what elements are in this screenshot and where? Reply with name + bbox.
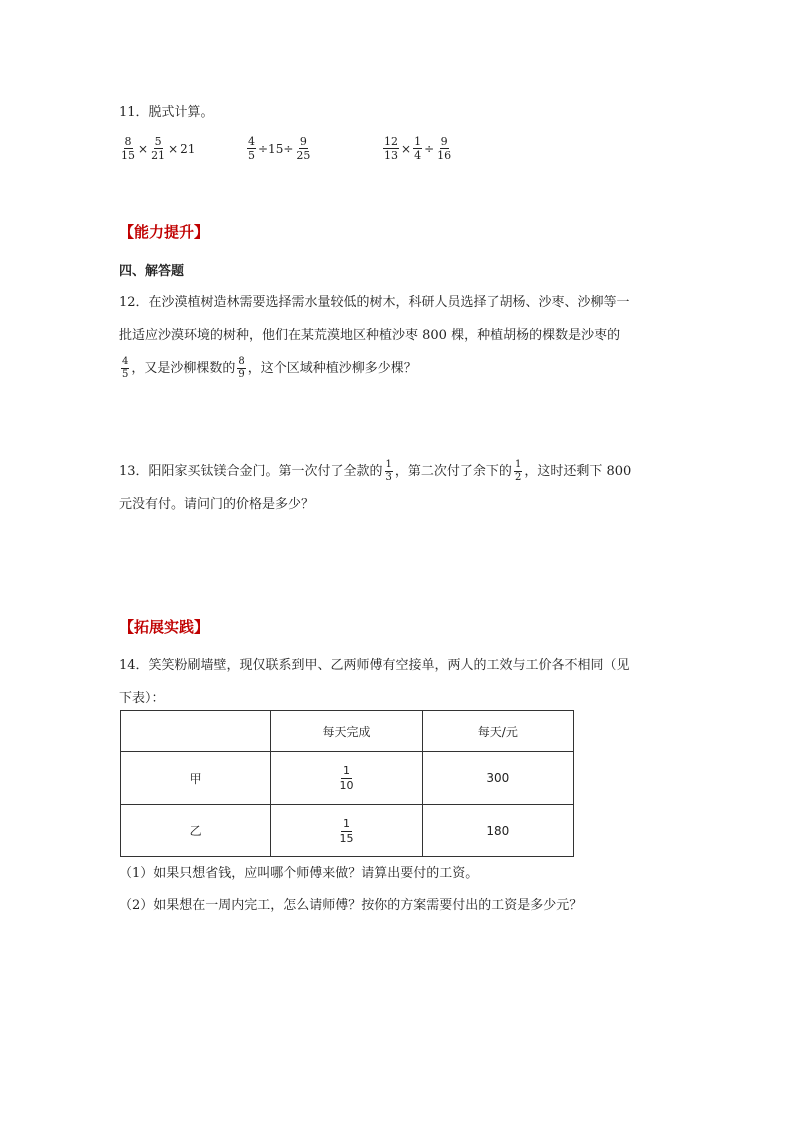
worker-name: 乙 — [121, 805, 271, 857]
q13-text: 13．阳阳家买钛镁合金门。第一次付了全款的 $\frac{1}{3}$ ，第二次付了余下的 $\frac{1}{2}$ ，这时还剩下 800 元没有付。请问门的价格是多少？ — [119, 459, 632, 512]
fraction: $\frac{5}{21}$ — [151, 135, 166, 162]
worker-name: 甲 — [121, 752, 271, 805]
work-rate-table — [120, 710, 574, 857]
table-header-cell: 每天/元 — [422, 711, 573, 752]
q11-expression-3: $\frac{12}{13}$ × $\frac{1}{4}$ ÷ $\frac{9}{16}$ — [384, 135, 452, 162]
fraction: $\frac{1}{4}$ — [414, 135, 422, 162]
q11-title: 11．脱式计算。 — [119, 105, 214, 120]
fraction: $\frac{8}{9}$ — [238, 356, 245, 380]
q14-text: 14．笑笑粉刷墙壁，现仅联系到甲、乙两师傅有空接单，两人的工效与工价各不相同（见 下表）： — [119, 658, 630, 706]
table-header-row — [121, 711, 574, 752]
section-title-practice: 【拓展实践】 — [119, 618, 210, 636]
fraction: $\frac{9}{25}$ — [296, 135, 311, 162]
fraction: $\frac{1}{3}$ — [385, 459, 392, 483]
table-header-cell: 每天完成 — [271, 711, 422, 752]
daily-price: 180 — [422, 805, 573, 857]
q11-expression-1: $\frac{8}{15}$ × $\frac{5}{21}$ × 21 — [121, 135, 196, 162]
fraction: $\frac{9}{16}$ — [437, 135, 452, 162]
fraction: $\frac{1}{2}$ — [514, 459, 522, 483]
q14-subquestion-2: （2）如果想在一周内完工，怎么请师傅？按你的方案需要付出的工资是多少元？ — [119, 898, 583, 913]
daily-rate-cell: $\frac{1}{10}$ — [271, 752, 422, 805]
section-title-ability: 【能力提升】 — [119, 223, 210, 241]
table-header-cell — [121, 711, 271, 752]
fraction: $\frac{4}{5}$ — [122, 356, 129, 380]
table-row — [121, 752, 574, 805]
q14-subquestion-1: （1）如果只想省钱，应叫哪个师傅来做？请算出要付的工资。 — [119, 866, 479, 881]
fraction: $\frac{8}{15}$ — [121, 135, 135, 162]
q11-expression-2: $\frac{4}{5}$ ÷15÷ $\frac{9}{25}$ — [248, 135, 311, 162]
fraction: $\frac{12}{13}$ — [384, 135, 398, 162]
daily-price: 300 — [422, 752, 573, 805]
table-row — [121, 805, 574, 857]
q12-text: 12．在沙漠植树造林需要选择需水量较低的树木，科研人员选择了胡杨、沙枣、沙柳等一 批适应沙漠环境的树种，他们在某荒漠地区种植沙枣 800 棵，种植胡杨的棵数是沙枣的 $\frac{4}{5}$ ，又是沙柳棵数的 $\frac{8}{9}$ ，这个区域种植沙柳多少棵？ — [119, 295, 630, 380]
daily-rate-cell: $\frac{1}{15}$ — [271, 805, 422, 857]
fraction: $\frac{4}{5}$ — [248, 135, 255, 162]
part-heading: 四、解答题 — [119, 264, 185, 279]
